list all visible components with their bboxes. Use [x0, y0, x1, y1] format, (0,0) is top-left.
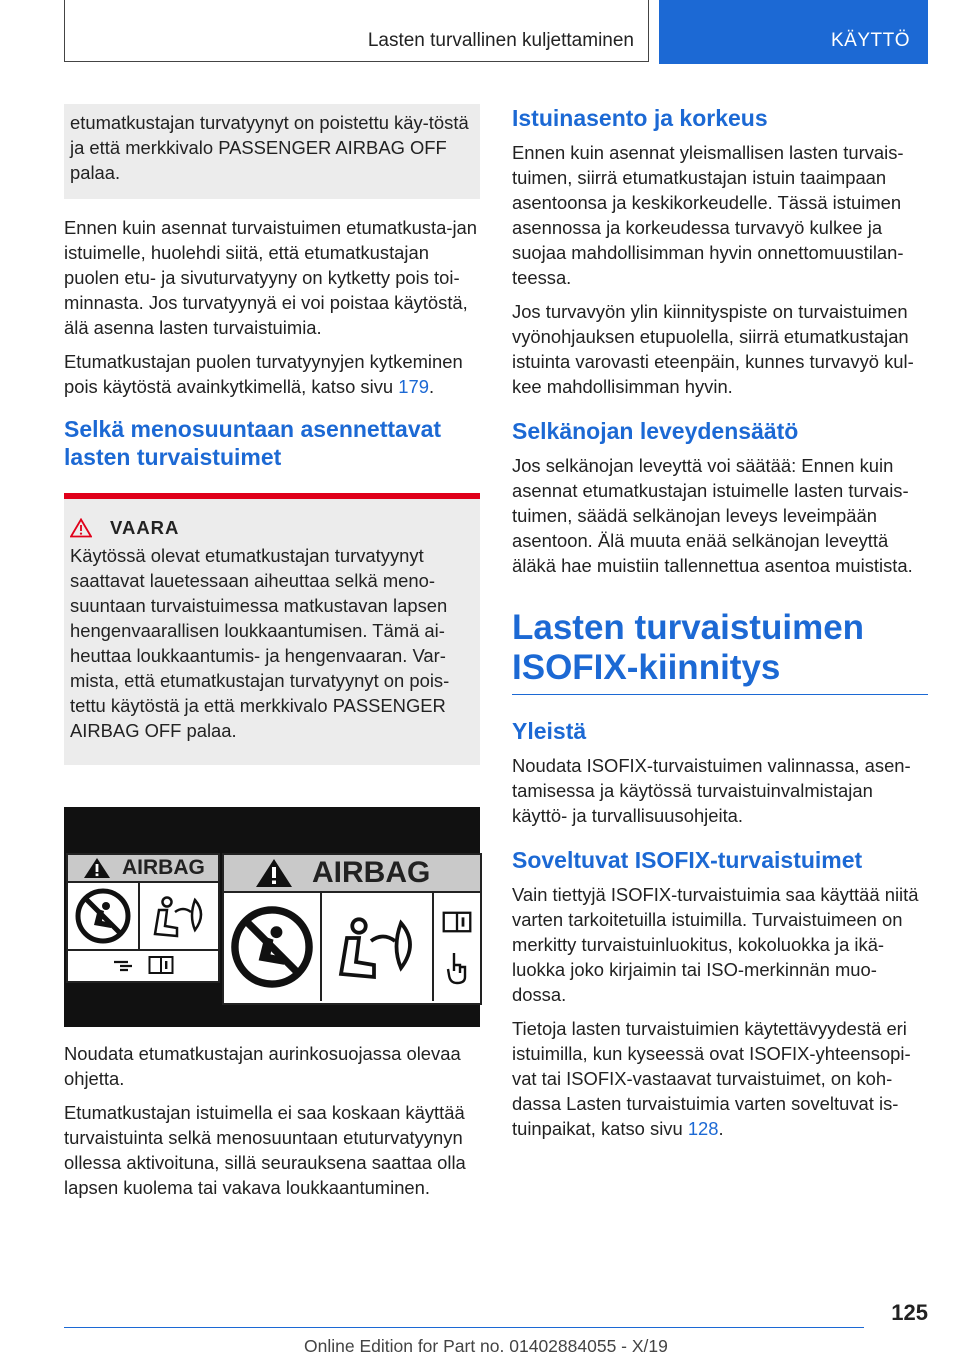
- manual-book-icon: [442, 910, 472, 934]
- header-section-tab: [659, 0, 928, 64]
- heading-divider: [512, 694, 928, 695]
- no-rear-facing-seat-icon: [229, 904, 315, 990]
- airbag-label-text: AIRBAG: [312, 856, 431, 889]
- section-heading: Yleistä: [512, 718, 587, 744]
- danger-warning-box: [64, 493, 480, 765]
- section-heading: Istuinasento ja korkeus: [512, 105, 768, 131]
- airbag-label-text: AIRBAG: [122, 856, 205, 879]
- paragraph: [64, 349, 480, 399]
- warning-heading: [70, 517, 472, 539]
- chapter-heading: Lasten turvaistuimen ISOFIX-kiinnitys: [512, 608, 865, 687]
- continued-warning-box: [64, 104, 480, 199]
- paragraph-text: Etumatkustajan puolen turvatyynyjen kytkeminen pois käytöstä avainkytkimellä, katso sivu: [64, 351, 463, 397]
- airbag-warning-label-small: [66, 853, 220, 983]
- paragraph: Noudata ISOFIX-turvaistuimen valinnassa, asen-tamisessa ja käytössä turvaistuinvalmistajan käyttö- ja turvallisuusohjeita.: [512, 755, 911, 826]
- warning-text: Käytössä olevat etumatkustajan turvatyynyt saattavat lauetessaan aiheuttaa selkä meno-suuntaan turvaistuimessa matkustavan lapsen hengenvaarallisen loukkaantumisen. Tämä ai-heuttaa loukkaantumis- ja hengenvaaran. Var-mista, että etumatkustajan turvatyynyt on pois-tettu käytöstä ja että merkkivalo PASSENGER AIRBAG OFF palaa.: [70, 545, 450, 741]
- paragraph: Noudata etumatkustajan aurinkosuojassa olevaa ohjetta.: [64, 1043, 461, 1089]
- airbag-label-figure: [64, 807, 480, 1027]
- airbag-deployment-icon: [329, 907, 425, 987]
- no-rear-facing-seat-icon: [74, 887, 132, 945]
- manual-book-icon: [148, 955, 174, 975]
- edition-note: Online Edition for Part no. 01402884055 - X/19: [304, 1336, 668, 1356]
- warning-triangle-icon: [82, 856, 112, 880]
- paragraph: Ennen kuin asennat yleismallisen lasten turvais-tuimen, siirrä etumatkustajan istuin taaimpaan asentoonsa ja keskikorkeudelle. Tässä istuimen asennossa ja korkeudessa turvavyö kulkee ja suojaa mahdollisimman hyvin onnettomuustilan-teessa.: [512, 142, 904, 288]
- continued-warning-text: etumatkustajan turvatyynyt on poistettu käy-töstä ja että merkkivalo PASSENGER AIRBAG OFF palaa.: [70, 112, 469, 183]
- page-number: 125: [891, 1300, 928, 1325]
- warning-title: VAARA: [110, 517, 180, 538]
- paragraph: Jos selkänojan leveyttä voi säätää: Ennen kuin asennat etumatkustajan istuimelle lasten turvais-tuimen, säädä selkänojan leveys leveimpään asentoon. Älä muuta enää selkänojan leveyttä äläkä hae muistiin tallennettua asentoa muistista.: [512, 455, 913, 576]
- paragraph: Ennen kuin asennat turvaistuimen etumatkusta-jan istuimelle, huolehdi siitä, että etumatkustajan puolen etu- ja sivuturvatyyny on kytketty pois toi-minnasta. Jos turvatyynyä ei voi poistaa käytöstä, älä asenna lasten turvaistuimia.: [64, 217, 478, 338]
- section-heading: Selkä menosuuntaan asennettavat lasten turvaistuimet: [64, 416, 442, 470]
- paragraph-text: .: [428, 376, 435, 397]
- left-column: [64, 104, 480, 1209]
- section-heading: Selkänojan leveydensäätö: [512, 418, 799, 444]
- chapter-title: Lasten turvallinen kuljettaminen: [367, 30, 634, 51]
- paragraph: [512, 1016, 928, 1141]
- section-title: KÄYTTÖ: [830, 30, 910, 51]
- warning-triangle-icon: [70, 518, 92, 538]
- page-header: [64, 0, 928, 64]
- paragraph-text: Tietoja lasten turvaistuimien käytettävyydestä eri istuimilla, kun kyseessä ovat ISOFIX-yhteensopi-vat tai ISOFIX-vastaavat turvaistuimet, on koh-dassa Lasten turvaistuimia varten soveltuvat is-tuinpaikat, katso sivu: [512, 1018, 911, 1139]
- paragraph: Vain tiettyjä ISOFIX-turvaistuimia saa käyttää niitä varten tarkoitetuilla istuimilla. Turvaistuimeen on merkitty turvaistuinluokitus, kokoluokka ja ikä-luokka joko kirjaimin tai ISO-merkinnän muo-dossa.: [512, 884, 919, 1005]
- section-heading: Soveltuvat ISOFIX-turvaistuimet: [512, 847, 863, 873]
- pointing-hand-icon: [112, 956, 138, 974]
- airbag-warning-label-large: [222, 853, 482, 1005]
- paragraph: Jos turvavyön ylin kiinnityspiste on turvaistuimen vyönohjauksen etupuolella, siirrä etumatkustajan istuinta varovasti eteenpäin, kunnes turvavyö kul-kee mahdollisimman hyvin.: [512, 301, 914, 397]
- airbag-deployment-icon: [147, 890, 211, 942]
- paragraph: Etumatkustajan istuimella ei saa koskaan käyttää turvaistuinta selkä menosuuntaan etuturvatyynyn ollessa aktivoituna, sillä seurauksena saattaa olla lapsen kuolema tai vakava loukkaantuminen.: [64, 1102, 466, 1198]
- right-column: [512, 104, 928, 1150]
- pointing-hand-icon: [445, 951, 469, 985]
- page-link[interactable]: 128: [687, 1118, 719, 1139]
- warning-triangle-icon: [254, 857, 294, 889]
- header-title-box: [64, 0, 649, 62]
- page-link[interactable]: 179: [398, 376, 429, 397]
- footer-divider: [64, 1327, 864, 1328]
- paragraph-text: .: [718, 1118, 724, 1139]
